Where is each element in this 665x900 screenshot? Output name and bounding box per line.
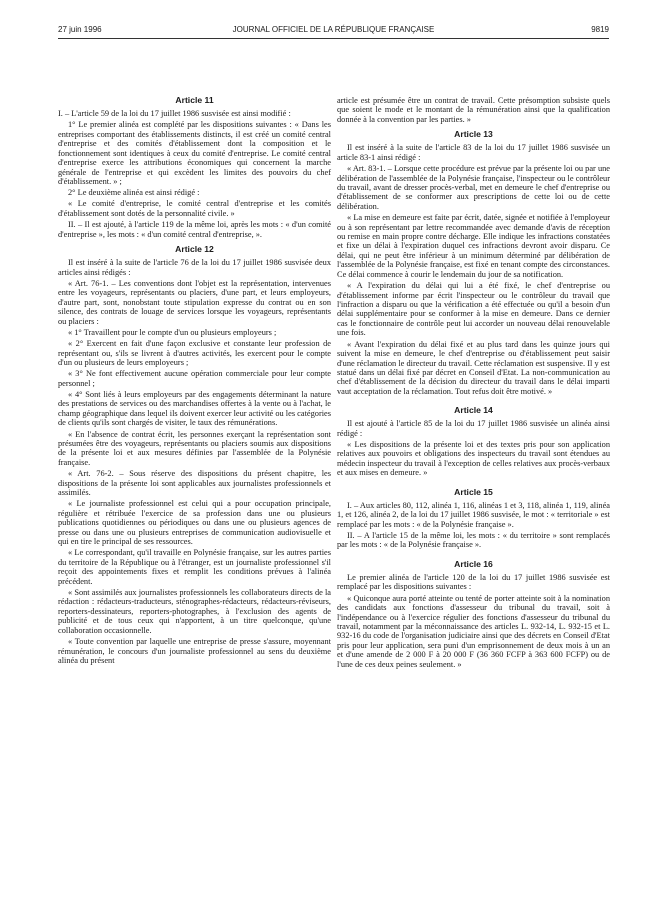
- article-heading: Article 13: [454, 129, 493, 140]
- right-column: [337, 96, 610, 671]
- paragraph: 2° Le deuxième alinéa est ainsi rédigé :: [68, 188, 200, 198]
- paragraph: 1° Le premier alinéa est complété par les dispositions suivantes : « Dans les entreprises comportant des établissements distincts, il est créé un comité central d'entreprise et des comités d'établissement dont la composition et le fonctionnement sont identiques à ceux du comité d'entreprise. Le comité central d'entreprise exerce les attributions économiques qui concernent la marche générale de l'entreprise et qui excèdent les limites des pouvoirs du chef d'établissement. » ;: [58, 120, 331, 186]
- article-heading: Article 15: [454, 486, 493, 497]
- paragraph: « Les dispositions de la présente loi et des textes pris pour son application relatives aux pouvoirs et obligations des inspecteurs du travail sont étendues au médecin inspecteur du travail à l'exception de celles relatives aux procès-verbaux et aux mises en demeure. »: [337, 440, 610, 478]
- paragraph: I. – L'article 59 de la loi du 17 juillet 1986 susvisée est ainsi modifié :: [58, 109, 291, 118]
- article-heading: Article 12: [175, 244, 214, 255]
- paragraph: « La mise en demeure est faite par écrit, datée, signée et notifiée à l'employeur ou à son représentant par lettre recommandée avec demande d'avis de réception ou remise en main propre contre décharge. Elle indique les infractions constatées et fixe un délai à l'expiration duquel ces infractions devront avoir disparu. Ce délai, qui ne peut être inférieur à un minimum déterminé par délibération de l'assemblée de la Polynésie française, est fixé en tenant compte des circonstances. Ce délai commence à courir le lendemain du jour de sa notification.: [337, 213, 610, 279]
- paragraph: « 3° Ne font effectivement aucune opération commerciale pour leur compte personnel ;: [58, 369, 331, 388]
- article-heading: Article 16: [454, 558, 493, 569]
- paragraph: Il est inséré à la suite de l'article 83 de la loi du 17 juillet 1986 susvisée un article 83-1 ainsi rédigé :: [337, 143, 610, 162]
- paragraph: Il est ajouté à l'article 85 de la loi du 17 juillet 1986 susvisée un alinéa ainsi rédigé :: [337, 419, 610, 438]
- article-heading: Article 11: [175, 95, 214, 105]
- journal-title: JOURNAL OFFICIEL DE LA RÉPUBLIQUE FRANÇAISE: [232, 25, 435, 34]
- page-header: [58, 25, 609, 37]
- paragraph: Il est inséré à la suite de l'article 76 de la loi du 17 juillet 1986 susvisée deux articles ainsi rédigés :: [58, 258, 331, 277]
- paragraph: article est présumée être un contrat de travail. Cette présomption subsiste quels que soient le mode et le montant de la rémunération ainsi que la qualification donnée à la convention par les parties. »: [337, 96, 610, 124]
- paragraph: « Le comité d'entreprise, le comité central d'entreprise et les comités d'établissement sont dotés de la personnalité civile. »: [58, 199, 331, 218]
- paragraph: II. – Il est ajouté, à l'article 119 de la même loi, après les mots : « d'un comité d'entreprise », les mots : « d'un comité central d'entreprise, ».: [58, 220, 331, 239]
- paragraph: « En l'absence de contrat écrit, les personnes exerçant la représentation sont présumées être des voyageurs, représentants ou placiers soumis aux dispositions de la présente loi et aux mesures définies par l'assemblée de la Polynésie française.: [58, 429, 331, 467]
- paragraph: « A l'expiration du délai qui lui a été fixé, le chef d'entreprise ou d'établissement informe par écrit l'inspecteur ou le contrôleur du travail que l'infraction a disparu ou que la vérification a été effectuée ou qu'il a besoin d'un délai supplémentaire pour se conformer à la mise en demeure. Dans ce dernier cas le fonctionnaire de contrôle peut lui accorder un nouveau délai renouvelable une fois.: [337, 281, 610, 338]
- paragraph: « Art. 83-1. – Lorsque cette procédure est prévue par la présente loi ou par une délibération de l'assemblée de la Polynésie française, l'inspecteur ou le contrôleur du travail, avant de dresser procès-verbal, met en demeure le chef d'entreprise ou d'établissement de se conformer aux prescriptions de cette loi ou de cette délibération.: [337, 164, 610, 211]
- left-column: [58, 95, 331, 667]
- paragraph: « Sont assimilés aux journalistes professionnels les collaborateurs directs de la rédaction : rédacteurs-traducteurs, sténographes-rédacteurs, rédacteurs-réviseurs, reporters-dessinateurs, reporters-photographes, à l'exclusion des agents de publicité et de tous ceux qui n'apportent, à un titre quelconque, qu'une collaboration occasionnelle.: [58, 588, 331, 635]
- paragraph: « Art. 76-2. – Sous réserve des dispositions du présent chapitre, les dispositions de la présente loi sont applicables aux journalistes professionnels et assimilés.: [58, 469, 331, 498]
- paragraph: I. – Aux articles 80, 112, alinéa 1, 116, alinéas 1 et 3, 118, alinéa 1, 119, alinéa 1, et 126, alinéa 2, de la loi du 17 juillet 1986 susvisée, le mot : « territoriale » est remplacé par les mots : « de la Polynésie française ».: [337, 500, 610, 529]
- issue-date: 27 juin 1996: [58, 25, 102, 34]
- paragraph: II. – A l'article 15 de la même loi, les mots : « du territoire » sont remplacés par les mots : « de la Polynésie française ».: [337, 531, 610, 550]
- paragraph: « Art. 76-1. – Les conventions dont l'objet est la représentation, intervenues entre les voyageurs, représentants ou placiers, d'une part, et leurs employeurs, d'autre part, sont, nonobstant toute stipulation expresse du contrat ou en son silence, des contrats de louage de services lorsque les voyageurs, représentants ou placiers :: [58, 278, 331, 326]
- paragraph: « Avant l'expiration du délai fixé et au plus tard dans les quinze jours qui suivent la mise en demeure, le chef d'entreprise ou d'établissement peut saisir d'une réclamation le directeur du travail. Cette réclamation est suspensive. Il y est statué dans un délai fixé par décret en Conseil d'Etat. La non-communication au chef d'établissement de la décision du directeur du travail dans le délai imparti vaut acceptation de la réclamation. Tout refus doit être motivé. »: [337, 339, 610, 396]
- page-number: 9819: [591, 25, 609, 34]
- paragraph: « Le correspondant, qu'il travaille en Polynésie française, sur les autres parties du territoire de la République ou à l'étranger, est un journaliste professionnel s'il reçoit des appointements fixes et remplit les conditions prévues à l'alinéa précédent.: [58, 548, 331, 586]
- paragraph: « 4° Sont liés à leurs employeurs par des engagements déterminant la nature des prestations de services ou des marchandises offertes à la vente ou à l'achat, le champ géographique dans lequel ils doivent exercer leur activité ou les catégories de clients qu'ils sont chargés de visiter, le taux des rémunérations.: [58, 389, 331, 428]
- article-heading: Article 14: [454, 405, 493, 416]
- paragraph: « 2° Exercent en fait d'une façon exclusive et constante leur profession de représentant ou, s'ils se livrent à d'autres activités, les exercent pour le compte d'un ou plusieurs de leurs employeurs ;: [58, 339, 331, 367]
- paragraph: « Le journaliste professionnel est celui qui a pour occupation principale, régulière et rétribuée l'exercice de sa profession dans une ou plusieurs publications quotidiennes ou périodiques ou dans une ou plusieurs agences de presse ou dans une ou plusieurs entreprises de communication audiovisuelle et qui en tire le principal de ses ressources.: [58, 499, 331, 547]
- paragraph: Le premier alinéa de l'article 120 de la loi du 17 juillet 1986 susvisée est remplacé par les dispositions suivantes :: [337, 572, 610, 592]
- header-rule: [58, 38, 609, 39]
- paragraph: « Quiconque aura porté atteinte ou tenté de porter atteinte soit à la nomination des candidats aux fonctions d'assesseur du tribunal du travail, soit à l'indépendance ou à l'exercice régulier des fonctions d'assesseur du tribunal du travail, notamment par la méconnaissance des articles L. 932-14, L. 932-15 et L. 932-16 du code de l'organisation judiciaire ainsi que des décrets en Conseil d'Etat pris pour leur application, sera puni d'un emprisonnement de deux mois à un an et d'une amende de 2 000 F à 20 000 F (36 360 FCFP à 363 600 FCFP) ou de l'une de ces deux peines seulement. »: [337, 593, 610, 669]
- paragraph: « 1° Travaillent pour le compte d'un ou plusieurs employeurs ;: [68, 327, 277, 337]
- paragraph: « Toute convention par laquelle une entreprise de presse s'assure, moyennant rémunération, le concours d'un journaliste professionnel au sens du deuxième alinéa du présent: [58, 637, 331, 665]
